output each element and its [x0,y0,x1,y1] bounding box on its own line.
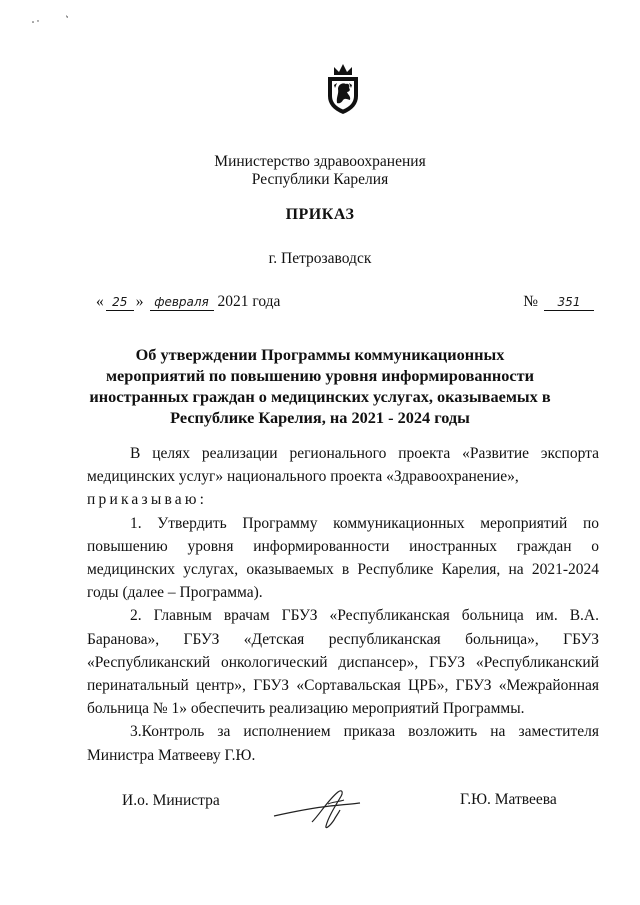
signatory-name: Г.Ю. Матвеева [460,791,557,808]
handwritten-signature [272,786,364,830]
scan-specks [30,12,80,26]
order-date [96,293,280,311]
preamble-paragraph: В целях реализации регионального проекта «Развитие экспорта медицинских услуг» национального проекта «Здравоохранение», [87,445,599,486]
ministry-name-line1: Министерство здравоохранения [214,153,426,170]
quote-open: « [96,293,104,310]
number-label: № [523,293,538,310]
order-body [87,442,599,767]
item-2-paragraph: 2. Главным врачам ГБУЗ «Республиканская больница им. В.А. Баранова», ГБУЗ «Детская республиканская больница», ГБУЗ «Республиканский онкологический диспансер», ГБУЗ «Республиканский перинатальный центр», ГБУЗ «Сортавальская ЦРБ», ГБУЗ «Межрайонная больница № 1» обеспечить реализацию мероприятий Программы. [87,607,599,718]
quote-close: » [135,293,144,310]
signatory-role: И.о. Министра [122,792,220,809]
number-value: 351 [544,295,594,311]
order-number [523,293,594,311]
karelia-coat-of-arms-icon [323,63,363,115]
date-day: 25 [106,295,134,311]
ministry-name-line2: Республики Карелия [251,171,389,188]
item-1-paragraph: 1. Утвердить Программу коммуникационных мероприятий по повышению уровня информированности иностранных граждан о медицинских услугах, оказываемых в Республике Карелия, на 2021-2024 годы (далее – Программа). [87,514,599,602]
date-month: февраля [150,295,214,311]
item-3-paragraph: 3.Контроль за исполнением приказа возложить на заместителя Министра Матвееву Г.Ю. [87,723,599,764]
signature-block [0,786,640,836]
date-year: 2021 года [217,293,281,310]
order-heading: Об утверждении Программы коммуникационных мероприятий по повышению уровня информированности иностранных граждан о медицинских услугах, оказываемых в Республике Карелия, на 2021 - 2024 годы [89,345,551,427]
order-word: приказываю: [87,491,208,509]
city-line: г. Петрозаводск [268,250,372,267]
date-number-line [96,291,594,315]
document-type-title: ПРИКАЗ [285,206,355,223]
